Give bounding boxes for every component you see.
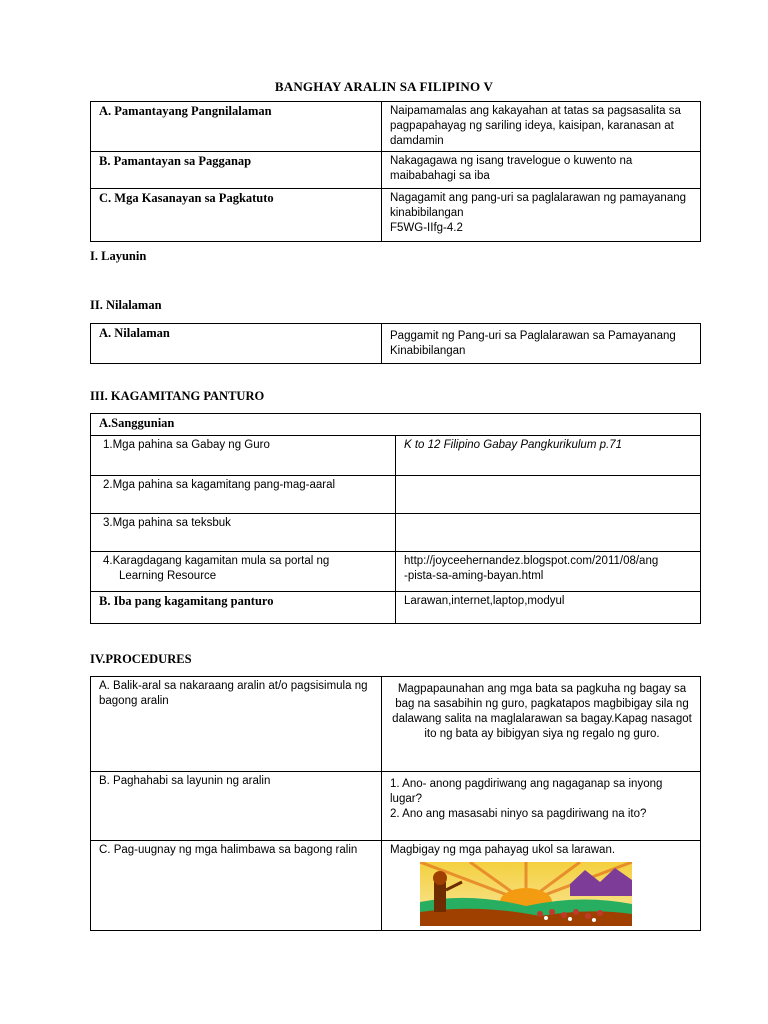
procedure-label: B. Paghahabi sa layunin ng aralin	[91, 772, 382, 841]
procedure-value	[382, 841, 701, 931]
resource-value: K to 12 Filipino Gabay Pangkurikulum p.71	[396, 436, 701, 476]
procedure-value: Magpapaunahan ang mga bata sa pagkuha ng bagay sa bag na sasabihin ng guro, pagkatapos magbibigay sila ng dalawang salita na maglalarawan sa bagay.Kapag nasagot ito ng bata ay bibigyan siya ng regalo ng guro.	[382, 677, 701, 772]
page-title: BANGHAY ARALIN SA FILIPINO V	[274, 79, 494, 94]
standard-value: Nakagagawa ng isang travelogue o kuwento na maibabahagi sa iba	[382, 152, 701, 189]
table-row	[91, 414, 701, 436]
table-row	[91, 592, 701, 624]
procedure-label: C. Pag-uugnay ng mga halimbawa sa bagong ralin	[91, 841, 382, 931]
table-row	[91, 514, 701, 552]
content-table	[90, 323, 701, 364]
resource-label	[91, 552, 396, 592]
other-materials-label: B. Iba pang kagamitang panturo	[91, 592, 396, 624]
table-row	[91, 189, 701, 242]
resources-table	[90, 413, 701, 624]
standard-value	[382, 189, 701, 242]
section-kagamitang-panturo: III. KAGAMITANG PANTURO	[90, 389, 265, 403]
table-row	[91, 102, 701, 152]
resource-value	[396, 514, 701, 552]
table-row	[91, 152, 701, 189]
resource-value	[396, 552, 701, 592]
procedure-label: A. Balik-aral sa nakaraang aralin at/o pagsisimula ng bagong aralin	[91, 677, 382, 772]
section-procedures: IV.PROCEDURES	[90, 652, 192, 666]
resource-url-line1[interactable]: http://joyceehernandez.blogspot.com/2011/08/ang	[404, 555, 659, 567]
resource-url-line2[interactable]: -pista-sa-aming-bayan.html	[404, 570, 544, 582]
table-row	[91, 324, 701, 364]
procedure-question-2: 2. Ano ang masasabi ninyo sa pagdiriwang na ito?	[390, 808, 647, 820]
table-row	[91, 677, 701, 772]
section-nilalaman: II. Nilalaman	[90, 298, 162, 312]
table-row	[91, 476, 701, 514]
procedure-instruction: Magbigay ng mga pahayag ukol sa larawan.	[390, 844, 616, 856]
standard-label: B. Pamantayan sa Pagganap	[91, 152, 382, 189]
standard-label: A. Pamantayang Pangnilalaman	[91, 102, 382, 152]
content-value: Paggamit ng Pang-uri sa Paglalarawan sa Pamayanang Kinabibilangan	[382, 324, 701, 364]
other-materials-value: Larawan,internet,laptop,modyul	[396, 592, 701, 624]
procedures-table	[90, 676, 701, 931]
festival-illustration	[420, 862, 632, 926]
table-row	[91, 552, 701, 592]
procedure-value	[382, 772, 701, 841]
content-label: A. Nilalaman	[91, 324, 382, 364]
resource-label: 2.Mga pahina sa kagamitang pang-mag-aaral	[91, 476, 396, 514]
section-layunin: I. Layunin	[90, 249, 147, 263]
competency-code: F5WG-IIfg-4.2	[390, 222, 463, 234]
resource-label: 1.Mga pahina sa Gabay ng Guro	[91, 436, 396, 476]
table-row	[91, 841, 701, 931]
resource-label: 3.Mga pahina sa teksbuk	[91, 514, 396, 552]
standards-table	[90, 101, 701, 242]
competency-text: Nagagamit ang pang-uri sa paglalarawan ng pamayanang kinabibilangan	[390, 192, 687, 219]
standard-value: Naipamamalas ang kakayahan at tatas sa pagsasalita sa pagpapahayag ng sariling ideya, kaisipan, karanasan at damdamin	[382, 102, 701, 152]
table-row	[91, 772, 701, 841]
standard-label: C. Mga Kasanayan sa Pagkatuto	[91, 189, 382, 242]
resources-header: A.Sanggunian	[91, 414, 701, 436]
resource-label-line2: Learning Resource	[119, 570, 217, 582]
procedure-question-1: 1. Ano- anong pagdiriwang ang nagaganap sa inyong lugar?	[390, 778, 663, 805]
table-row	[91, 436, 701, 476]
resource-value	[396, 476, 701, 514]
resource-label-line1: 4.Karagdagang kagamitan mula sa portal ng	[103, 555, 330, 567]
